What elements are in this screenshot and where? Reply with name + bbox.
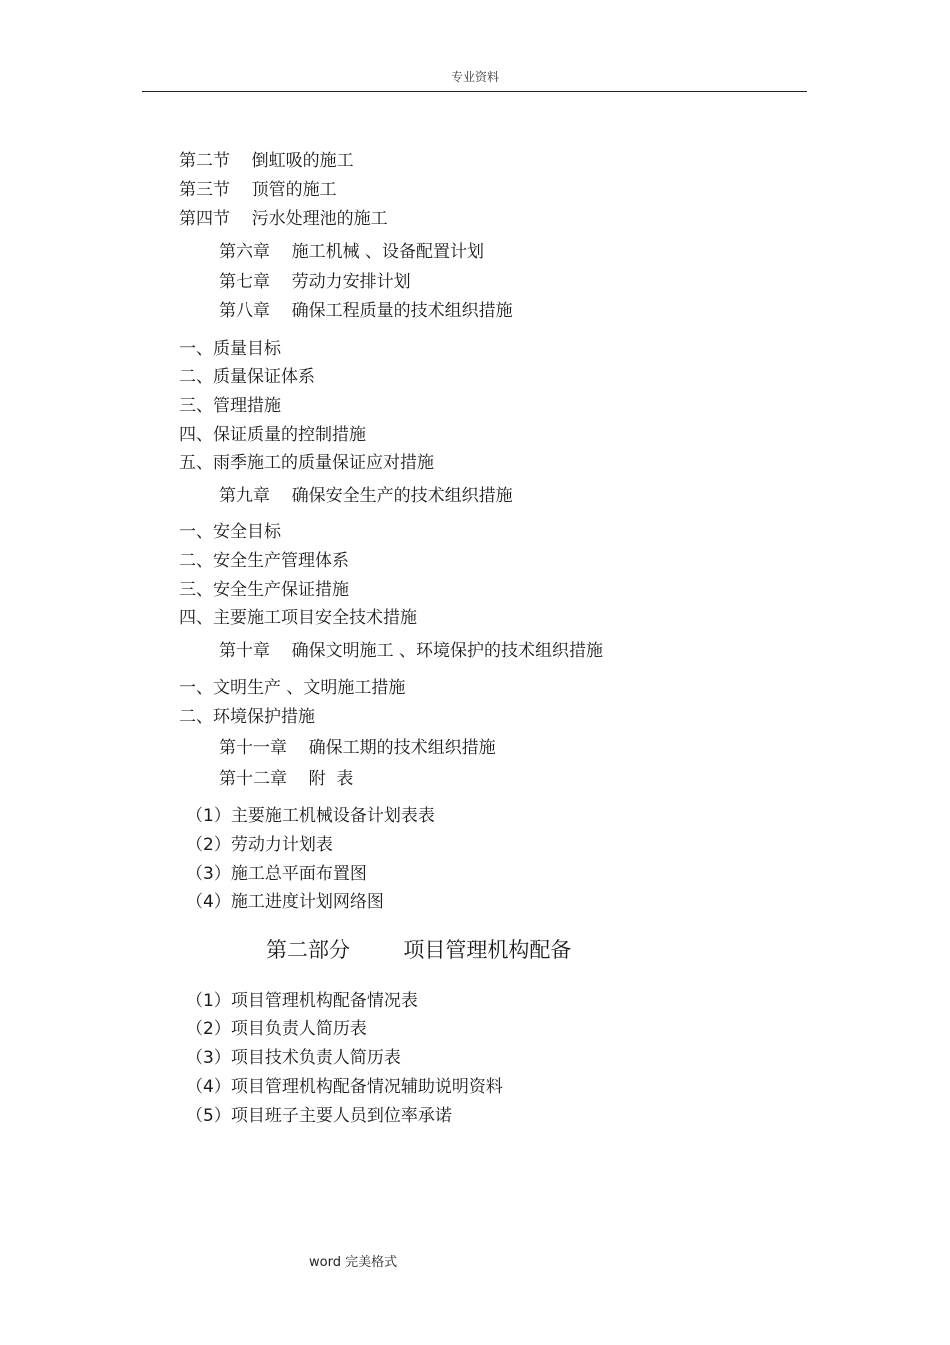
toc-entry-appendix: （1）主要施工机械设备计划表表	[186, 806, 435, 826]
toc-entry-appendix: （2）劳动力计划表	[186, 835, 333, 855]
toc-entry-item: 二、质量保证体系	[179, 367, 315, 387]
toc-entry-item: 四、主要施工项目安全技术措施	[179, 608, 417, 628]
toc-entry-item: 二、环境保护措施	[179, 707, 315, 727]
toc-entry-item: 一、安全目标	[179, 522, 281, 542]
toc-entry-appendix: （4）施工进度计划网络图	[186, 892, 384, 912]
section-item: （4）项目管理机构配备情况辅助说明资料	[186, 1077, 503, 1097]
toc-entry-item: 二、安全生产管理体系	[179, 551, 349, 571]
toc-entry-chapter: 第九章 确保安全生产的技术组织措施	[219, 486, 513, 506]
toc-entry-chapter: 第七章 劳动力安排计划	[219, 272, 411, 292]
toc-entry-chapter: 第十二章 附 表	[219, 769, 354, 789]
toc-entry-appendix: （3）施工总平面布置图	[186, 864, 367, 884]
toc-entry-item: 三、安全生产保证措施	[179, 580, 349, 600]
toc-entry-chapter: 第六章 施工机械 、设备配置计划	[219, 242, 485, 262]
page-header: 专业资料	[450, 70, 499, 84]
toc-entry-item: 一、质量目标	[179, 339, 281, 359]
section-item: （1）项目管理机构配备情况表	[186, 991, 418, 1011]
toc-entry-item: 四、保证质量的控制措施	[179, 425, 366, 445]
toc-entry-chapter: 第八章 确保工程质量的技术组织措施	[219, 301, 513, 321]
toc-entry-section: 第二节 倒虹吸的施工	[179, 151, 354, 171]
toc-entry-item: 五、雨季施工的质量保证应对措施	[179, 453, 434, 473]
toc-entry-chapter: 第十一章 确保工期的技术组织措施	[219, 738, 496, 758]
toc-entry-item: 一、文明生产 、文明施工措施	[179, 678, 406, 698]
toc-entry-item: 三、管理措施	[179, 396, 281, 416]
section-item: （5）项目班子主要人员到位率承诺	[186, 1106, 452, 1126]
section-item: （3）项目技术负责人简历表	[186, 1048, 401, 1068]
section-item: （2）项目负责人简历表	[186, 1019, 367, 1039]
toc-entry-section: 第四节 污水处理池的施工	[179, 209, 388, 229]
section-title: 第二部分 项目管理机构配备	[266, 938, 572, 962]
toc-entry-section: 第三节 顶管的施工	[179, 180, 337, 200]
header-rule	[142, 91, 807, 92]
toc-entry-chapter: 第十章 确保文明施工 、环境保护的技术组织措施	[219, 641, 604, 661]
page-footer: word 完美格式	[309, 1255, 398, 1270]
